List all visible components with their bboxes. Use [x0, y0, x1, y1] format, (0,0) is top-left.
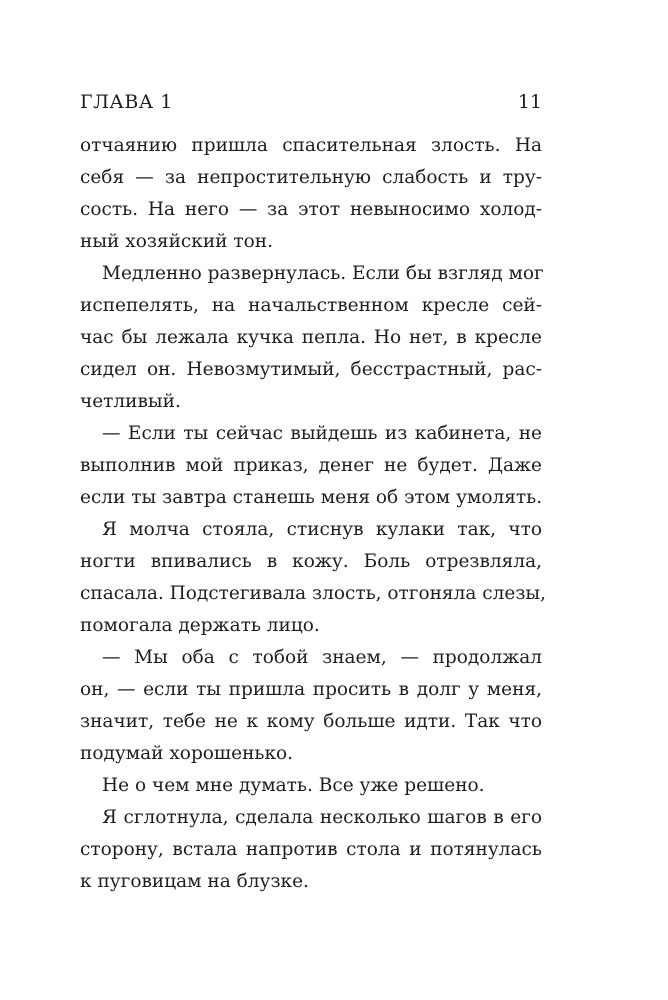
text-line: ный хозяйский тон. [80, 231, 273, 252]
text-line: — Если ты сейчас выйдешь из кабинета, не [102, 423, 542, 444]
text-line: отчаянию пришла спасительная злость. На [80, 135, 542, 156]
text-line: значит, тебе не к кому больше идти. Так что [80, 711, 542, 732]
text-line: он, — если ты пришла просить в долг у меня, [80, 679, 542, 700]
paragraph [80, 258, 542, 418]
text-line: себя — за непростительную слабость и тру- [80, 167, 542, 188]
text-line: Я сглотнула, сделала несколько шагов в его [102, 807, 542, 828]
text-line: спасала. Подстегивала злость, отгоняла слезы, [80, 583, 547, 604]
paragraph [80, 802, 542, 898]
text-line: если ты завтра станешь меня об этом умолять. [80, 487, 543, 508]
text-line: ногти впивались в кожу. Боль отрезвляла, [80, 551, 542, 572]
text-line: подумай хорошенько. [80, 743, 294, 764]
text-line: Не о чем мне думать. Все уже решено. [102, 775, 485, 796]
page-header [80, 91, 542, 117]
text-line: сость. На него — за этот невыносимо холод- [80, 199, 542, 220]
paragraph [80, 642, 542, 770]
text-line: — Мы оба с тобой знаем, — продолжал [102, 647, 542, 668]
text-line: час бы лежала кучка пепла. Но нет, в кресле [80, 327, 542, 348]
text-line: Медленно развернулась. Если бы взгляд мог [102, 263, 544, 284]
text-line: Я молча стояла, стиснув кулаки так, что [102, 519, 542, 540]
text-line: к пуговицам на блузке. [80, 871, 309, 892]
paragraph [80, 770, 542, 802]
text-line: испепелять, на начальственном кресле сей- [80, 295, 542, 316]
paragraph [80, 130, 542, 258]
text-line: четливый. [80, 391, 181, 412]
text-line: сидел он. Невозмутимый, бесстрастный, рас- [80, 359, 542, 380]
text-line: помогала держать лицо. [80, 615, 320, 636]
text-line: выполнив мой приказ, денег не будет. Даже [80, 455, 542, 476]
text-body [80, 130, 547, 898]
paragraph [80, 418, 542, 514]
paragraph [80, 514, 547, 642]
running-head: ГЛАВА 1 [80, 91, 173, 113]
page-number: 11 [517, 91, 542, 113]
text-line: сторону, встала напротив стола и потянулась [80, 839, 542, 860]
